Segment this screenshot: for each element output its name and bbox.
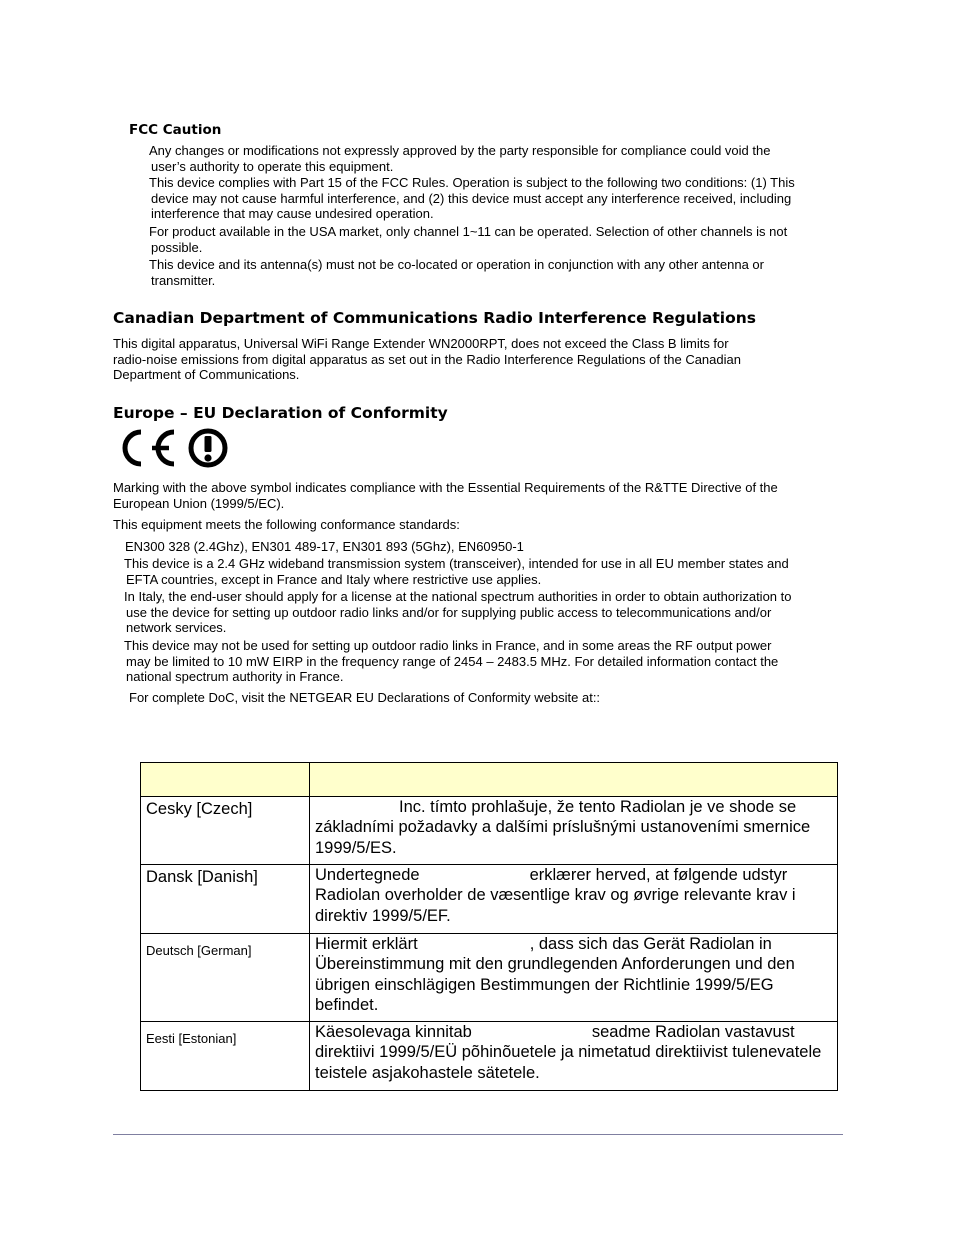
table-row <box>141 797 838 865</box>
table-header-row <box>141 763 838 797</box>
table-row <box>141 1022 838 1091</box>
declaration-segment: erklærer herved, at følgende udstyr <box>529 866 788 884</box>
language-label: Eesti [Estonian] <box>146 1031 237 1046</box>
paragraph-first-line: Any changes or modifications not expressly approved by the party responsible for compliance could void the <box>149 143 771 158</box>
table-row <box>141 934 838 1022</box>
marking-line: European Union (1999/5/EC). <box>113 495 285 511</box>
standards-list: EN300 328 (2.4Ghz), EN301 489-17, EN301 893 (5Ghz), EN60950-1 <box>125 539 524 554</box>
language-cell <box>141 865 310 934</box>
paragraph-first-line: For product available in the USA market, only channel 1~11 can be operated. Selection of other channels is not <box>149 224 788 239</box>
marking-line: Marking with the above symbol indicates compliance with the Essential Requirements of the R&TTE Directive of the <box>113 480 778 495</box>
doc-website-line: For complete DoC, visit the NETGEAR EU Declarations of Conformity website at:: <box>129 690 601 705</box>
declaration-segment: befindet. <box>315 996 379 1015</box>
declaration-segment: teistele asjakohastele sätetele. <box>315 1063 540 1082</box>
declaration-line <box>315 838 832 858</box>
canada-paragraph <box>113 336 741 383</box>
bullet-paragraph <box>124 556 789 587</box>
declaration-segment: Hiermit erklärt <box>315 935 418 953</box>
paragraph-continuation-line: may be limited to 10 mW EIRP in the frequency range of 2454 – 2483.5 MHz. For detailed information contact the <box>126 653 779 669</box>
canada-line: This digital apparatus, Universal WiFi Range Extender WN2000RPT, does not exceed the Class B limits for <box>113 336 729 351</box>
language-label: Dansk [Danish] <box>146 868 258 886</box>
paragraph-first-line: In Italy, the end-user should apply for a license at the national spectrum authorities in order to obtain authorization to <box>124 589 792 604</box>
paragraph-continuation-line: interference that may cause undesired operation. <box>151 206 434 222</box>
europe-heading: Europe – EU Declaration of Conformity <box>113 404 448 422</box>
paragraph-continuation-line: EFTA countries, except in France and Italy where restrictive use applies. <box>126 571 542 587</box>
paragraph-first-line: This device is a 2.4 GHz wideband transmission system (transceiver), intended for use in all EU member states and <box>124 556 789 571</box>
paragraph-first-line: This device may not be used for setting up outdoor radio links in France, and in some areas the RF output power <box>124 638 772 653</box>
paragraph-continuation-line: national spectrum authority in France. <box>126 669 344 685</box>
bullet-paragraph <box>124 589 792 636</box>
ce-alert-mark-icon <box>114 424 234 472</box>
paragraph-continuation-line: transmitter. <box>151 272 216 288</box>
declaration-segment: direktiv 1999/5/EF. <box>315 906 451 925</box>
declaration-segment: übrigen einschlägigen Bestimmungen der Richtlinie 1999/5/EG <box>315 975 774 994</box>
language-cell <box>141 1022 310 1091</box>
declaration-segment: Undertegnede <box>315 866 420 884</box>
declaration-segment: direktiivi 1999/5/EÜ põhinõuetele ja nimetatud direktiivist tulenevatele <box>315 1043 822 1062</box>
table-header-cell-text <box>310 763 838 797</box>
language-cell <box>141 934 310 1022</box>
table-row <box>141 865 838 934</box>
paragraph-continuation-line: user’s authority to operate this equipment. <box>151 158 394 174</box>
declaration-segment: Übereinstimmung mit den grundlegenden Anforderungen und den <box>315 955 795 974</box>
bullet-paragraph <box>149 257 764 288</box>
declaration-text-cell <box>310 865 838 934</box>
declaration-segment: seadme Radiolan vastavust <box>591 1023 795 1041</box>
declaration-line <box>315 1063 832 1083</box>
paragraph-continuation-line: possible. <box>151 239 203 255</box>
declaration-line <box>315 817 832 837</box>
language-cell <box>141 797 310 865</box>
declaration-line <box>315 975 832 995</box>
standards-intro: This equipment meets the following conformance standards: <box>113 517 460 532</box>
table-header-cell-language <box>141 763 310 797</box>
declaration-line <box>315 797 832 817</box>
declaration-line <box>315 865 832 885</box>
bullet-paragraph <box>149 224 787 255</box>
footer-divider <box>113 1134 843 1135</box>
declaration-line <box>315 906 832 926</box>
canada-heading: Canadian Department of Communications Radio Interference Regulations <box>113 309 757 327</box>
declaration-segment: Inc. tímto prohlašuje, že tento Radiolan je ve shode se <box>399 798 797 816</box>
declaration-line <box>315 1022 832 1042</box>
declaration-line <box>315 995 832 1015</box>
canada-line: Department of Communications. <box>113 367 300 383</box>
declaration-segment: , dass sich das Gerät Radiolan in <box>529 935 772 953</box>
europe-marking-paragraph <box>113 480 778 511</box>
paragraph-continuation-line: use the device for setting up outdoor radio links and/or for supplying public access to telecommunications and/or <box>126 604 772 620</box>
bullet-paragraph <box>149 143 770 174</box>
language-label: Deutsch [German] <box>146 943 252 958</box>
declaration-text-cell <box>310 797 838 865</box>
declaration-line <box>315 954 832 974</box>
declaration-segment: Käesolevaga kinnitab <box>315 1023 472 1041</box>
paragraph-continuation-line: network services. <box>126 620 227 636</box>
paragraph-continuation-line: device may not cause harmful interference, and (2) this device must accept any interference received, including <box>151 190 792 206</box>
fcc-heading: FCC Caution <box>129 122 222 138</box>
declaration-segment: Radiolan overholder de væsentlige krav og øvrige relevante krav i <box>315 886 796 905</box>
canada-line: radio-noise emissions from digital apparatus as set out in the Radio Interference Regulations of the Canadian <box>113 351 741 367</box>
declaration-segment: 1999/5/ES. <box>315 838 397 857</box>
paragraph-first-line: This device complies with Part 15 of the FCC Rules. Operation is subject to the following two conditions: (1) This <box>149 175 795 190</box>
declaration-text-cell <box>310 934 838 1022</box>
declaration-line <box>315 934 832 954</box>
declaration-line <box>315 1042 832 1062</box>
declaration-segment: základními požadavky a dalšími príslušnými ustanoveními smernice <box>315 818 811 837</box>
paragraph-first-line: This device and its antenna(s) must not be co-located or operation in conjunction with any other antenna or <box>149 257 764 272</box>
language-label: Cesky [Czech] <box>146 800 253 818</box>
declaration-text-cell <box>310 1022 838 1091</box>
bullet-paragraph <box>149 175 795 222</box>
bullet-paragraph <box>124 638 778 685</box>
declaration-table <box>140 762 838 1091</box>
declaration-line <box>315 885 832 905</box>
